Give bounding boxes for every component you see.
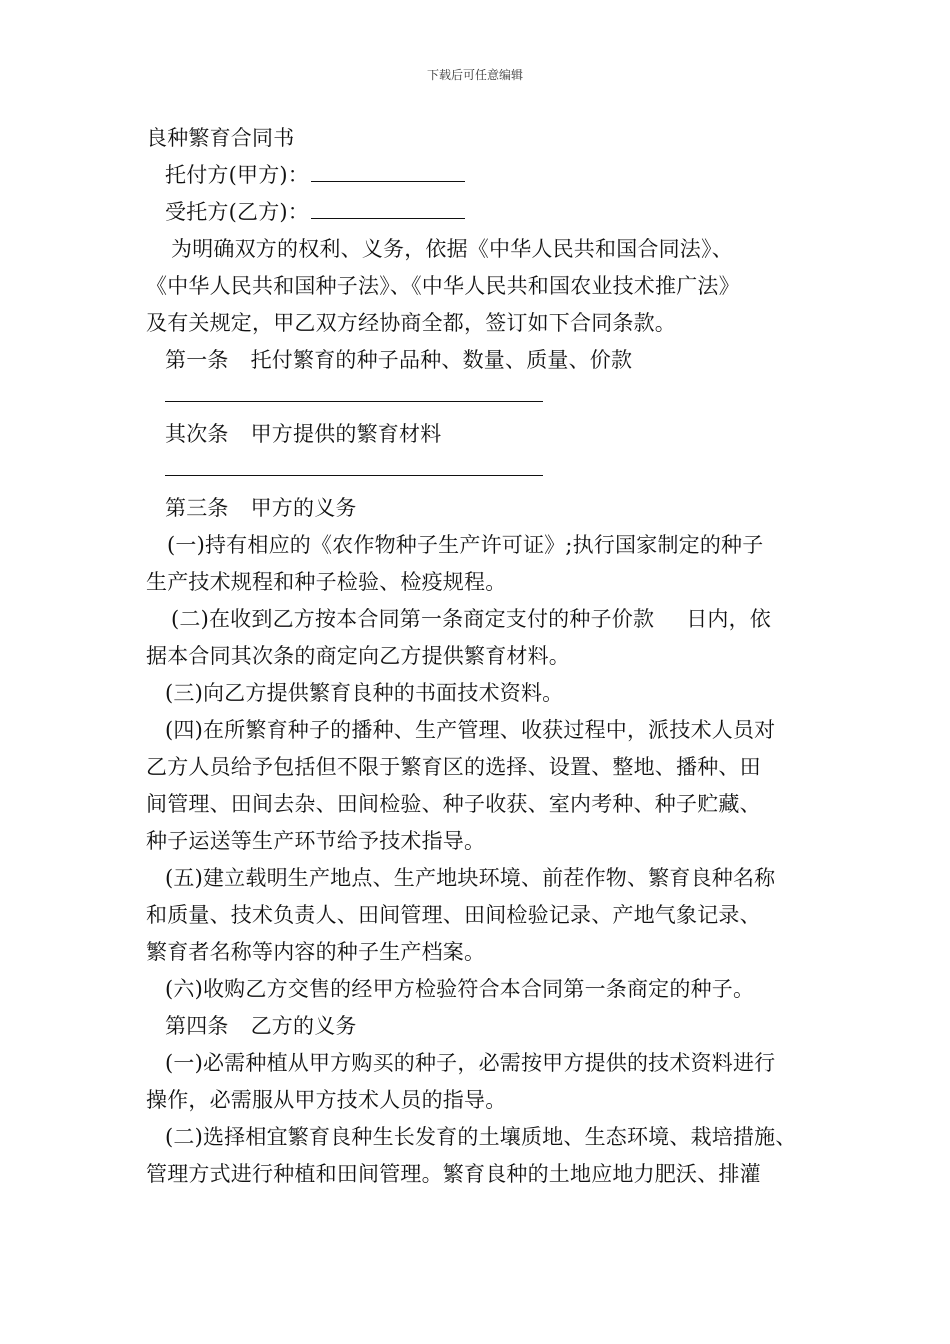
article-3-number: 第三条 — [165, 496, 229, 520]
a4-item-1-line-1: (一)必需种植从甲方购买的种子，必需按甲方提供的技术资料进行 — [165, 1051, 776, 1075]
article-1-number: 第一条 — [165, 348, 229, 372]
a3-item-5-line-1: (五)建立载明生产地点、生产地块环境、前茬作物、繁育良种名称 — [165, 866, 776, 890]
intro-line-3: 及有关规定，甲乙双方经协商全都，签订如下合同条款。 — [146, 311, 676, 335]
article-4-heading — [146, 1008, 816, 1045]
a4-item-2-line-1: (二)选择相宜繁育良种生长发育的土壤质地、生态环境、栽培措施、 — [165, 1125, 797, 1149]
a3-item-2-part-1: (二)在收到乙方按本合同第一条商定支付的种子价款 — [171, 607, 655, 631]
a4-item-1-line-2: 操作，必需服从甲方技术人员的指导。 — [146, 1088, 507, 1112]
a3-item-1-line-1: (一)持有相应的《农作物种子生产许可证》;执行国家制定的种子 — [167, 533, 764, 557]
article-1-blank — [165, 379, 543, 402]
article-2-number: 其次条 — [165, 422, 229, 446]
intro-line-2: 《中华人民共和国种子法》、《中华人民共和国农业技术推广法》 — [146, 274, 740, 298]
article-1-blank-row — [146, 379, 816, 416]
header-note: 下载后可任意编辑 — [426, 68, 523, 82]
a3-item-6: (六)收购乙方交售的经甲方检验符合本合同第一条商定的种子。 — [165, 977, 755, 1001]
article-4-number: 第四条 — [165, 1014, 229, 1038]
a3-item-5-line-3: 繁育者名称等内容的种子生产档案。 — [146, 940, 486, 964]
article-1-title: 托付繁育的种子品种、数量、质量、价款 — [250, 348, 633, 372]
article-4-title: 乙方的义务 — [250, 1014, 357, 1038]
article-2-blank-row — [146, 453, 816, 490]
party-a-blank — [311, 159, 465, 182]
a3-item-1-line-2: 生产技术规程和种子检验、检疫规程。 — [146, 570, 507, 594]
a3-item-2-line-2: 据本合同其次条的商定向乙方提供繁育材料。 — [146, 644, 570, 668]
article-2-title: 甲方提供的繁育材料 — [250, 422, 442, 446]
a3-item-2-line-1 — [146, 601, 816, 638]
a3-item-3: (三)向乙方提供繁育良种的书面技术资料。 — [165, 681, 564, 705]
party-b-line — [146, 194, 816, 231]
a3-item-4-line-4: 种子运送等生产环节给予技术指导。 — [146, 829, 486, 853]
a3-item-5-line-2: 和质量、技术负责人、田间管理、田间检验记录、产地气象记录、 — [146, 903, 761, 927]
article-3-heading — [146, 490, 816, 527]
party-a-label: 托付方(甲方)： — [165, 163, 309, 187]
a3-item-4-line-3: 间管理、田间去杂、田间检验、种子收获、室内考种、种子贮藏、 — [146, 792, 761, 816]
a3-item-4-line-1: (四)在所繁育种子的播种、生产管理、收获过程中，派技术人员对 — [165, 718, 776, 742]
party-a-line — [146, 157, 816, 194]
document-title: 良种繁育合同书 — [146, 126, 295, 150]
a3-item-2-part-2: 日内，依 — [686, 607, 771, 631]
a4-item-2-line-2: 管理方式进行种植和田间管理。繁育良种的土地应地力肥沃、排灌 — [146, 1162, 761, 1186]
article-3-title: 甲方的义务 — [250, 496, 357, 520]
party-b-label: 受托方(乙方)： — [165, 200, 309, 224]
document-body — [146, 120, 816, 1193]
party-b-blank — [311, 196, 465, 219]
a3-item-4-line-2: 乙方人员给予包括但不限于繁育区的选择、设置、整地、播种、田 — [146, 755, 761, 779]
intro-line-1: 为明确双方的权利、义务，依据《中华人民共和国合同法》、 — [171, 237, 733, 261]
article-2-blank — [165, 453, 543, 476]
article-2-heading — [146, 416, 816, 453]
article-1-heading — [146, 342, 816, 379]
